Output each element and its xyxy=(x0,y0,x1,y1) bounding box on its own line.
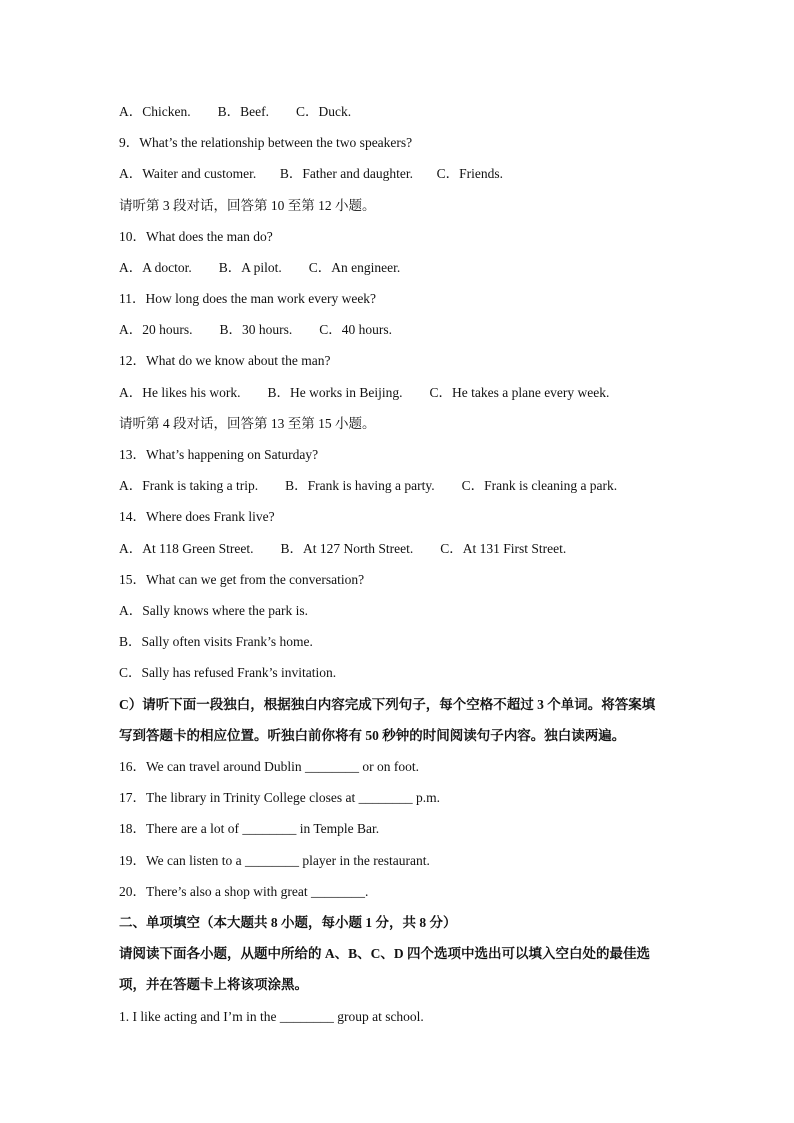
part-2-instruction-line-1: 请阅读下面各小题，从题中所给的 A、B、C、D 四个选项中选出可以填入空白处的最佳选 xyxy=(119,946,651,961)
section-instruction-dialogue-4: 请听第 4 段对话，回答第 13 至第 15 小题。 xyxy=(119,416,376,431)
question-14: 14．Where does Frank live? xyxy=(119,509,275,524)
question-20: 20．There’s also a shop with great ________. xyxy=(119,884,369,899)
q15-option-a: A．Sally knows where the park is. xyxy=(119,603,308,618)
q15-option-c: C．Sally has refused Frank’s invitation. xyxy=(119,665,337,680)
section-instruction-dialogue-3: 请听第 3 段对话，回答第 10 至第 12 小题。 xyxy=(119,198,376,213)
question-11: 11．How long does the man work every week? xyxy=(119,291,377,306)
question-9: 9．What’s the relationship between the two speakers? xyxy=(119,135,413,150)
question-10: 10．What does the man do? xyxy=(119,229,273,244)
question-18: 18．There are a lot of ________ in Temple Bar. xyxy=(119,821,380,836)
part-2-instruction-line-2: 项，并在答题卡上将该项涂黑。 xyxy=(119,977,308,992)
question-19: 19．We can listen to a ________ player in the restaurant. xyxy=(119,853,430,868)
section-c-instruction-line-2: 写到答题卡的相应位置。听独白前你将有 50 秒钟的时间阅读句子内容。独白读两遍。 xyxy=(119,728,626,743)
part-2-heading: 二、单项填空（本大题共 8 小题，每小题 1 分，共 8 分） xyxy=(119,915,457,930)
part-2-question-1: 1. I like acting and I’m in the ________ group at school. xyxy=(119,1009,424,1024)
q9-options: A．Waiter and customer. B．Father and daughter. C．Friends. xyxy=(119,166,503,181)
q15-option-b: B．Sally often visits Frank’s home. xyxy=(119,634,313,649)
q11-options: A．20 hours. B．30 hours. C．40 hours. xyxy=(119,322,393,337)
question-15: 15．What can we get from the conversation? xyxy=(119,572,365,587)
q12-options: A．He likes his work. B．He works in Beijing. C．He takes a plane every week. xyxy=(119,385,610,400)
question-12: 12．What do we know about the man? xyxy=(119,353,331,368)
question-13: 13．What’s happening on Saturday? xyxy=(119,447,319,462)
question-17: 17．The library in Trinity College closes at ________ p.m. xyxy=(119,790,440,805)
q10-options: A．A doctor. B．A pilot. C．An engineer. xyxy=(119,260,401,275)
section-c-instruction-line-1: C）请听下面一段独白，根据独白内容完成下列句子，每个空格不超过 3 个单词。将答案填 xyxy=(119,697,656,712)
q8-options: A．Chicken. B．Beef. C．Duck. xyxy=(119,104,352,119)
q14-options: A．At 118 Green Street. B．At 127 North Street. C．At 131 First Street. xyxy=(119,541,567,556)
question-16: 16．We can travel around Dublin ________ or on foot. xyxy=(119,759,419,774)
q13-options: A．Frank is taking a trip. B．Frank is having a party. C．Frank is cleaning a park. xyxy=(119,478,618,493)
